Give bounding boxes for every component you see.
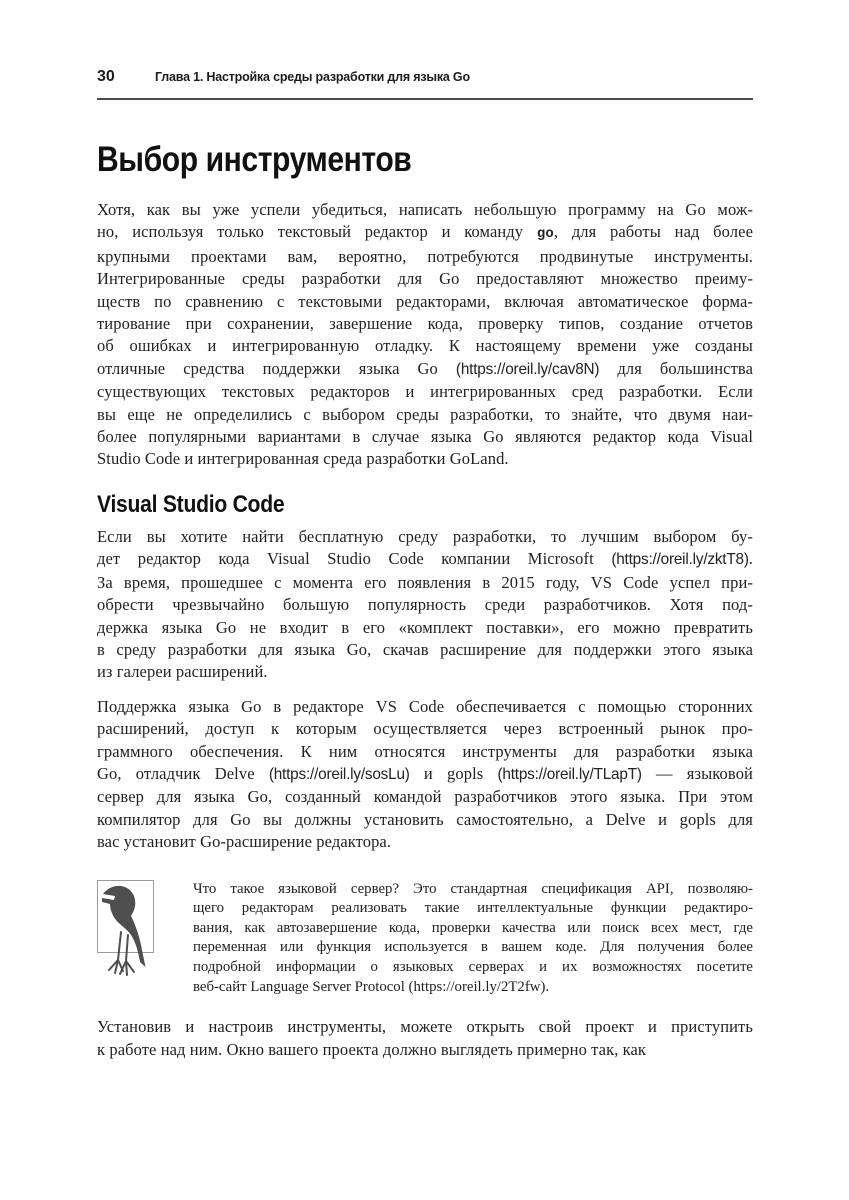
text-line: переменная или функция используется в вашем коде. Для получения более: [193, 939, 753, 956]
vscode-paragraph-1: [97, 526, 753, 684]
text-line: Если вы хотите найти бесплатную среду разработки, то лучшим выбором бу-: [97, 526, 753, 546]
text-line: отличные средства поддержки языка Go (https://oreil.ly/cav8N) для большинства: [97, 358, 753, 378]
text-line: компилятор для Go вы должны установить самостоятельно, а Delve и gopls для: [97, 809, 753, 829]
running-header: [97, 68, 753, 88]
inline-code: go: [536, 226, 554, 243]
text-line: щего редакторам реализовать такие интеллектуальные функции редактиро-: [193, 900, 753, 917]
text-line: существующих текстовых редакторов и интегрированных сред разработки. Если: [97, 382, 753, 402]
text-line: к работе над ним. Окно вашего проекта должно выглядеть примерно так, как: [97, 1039, 647, 1059]
text-line: Что такое языковой сервер? Это стандартная спецификация API, позволяю-: [193, 880, 753, 897]
text-line: держка языка Go не входит в его «комплект поставки», его можно превратить: [97, 617, 753, 637]
page-title: [97, 141, 753, 178]
inline-url: (https://oreil.ly/sosLu): [268, 765, 410, 783]
text-line: но, используя только текстовый редактор и команду go, для работы над более: [97, 222, 753, 243]
closing-paragraph: [97, 1016, 753, 1061]
text-line: граммного обеспечения. К ним относятся инструменты для разработки языка: [97, 741, 753, 761]
note-text: [193, 880, 753, 998]
text-line: более популярными вариантами в случае языка Go являются редактор кода Visual: [97, 427, 753, 447]
text-line: веб-сайт Language Server Protocol (https://oreil.ly/2T2fw).: [193, 978, 550, 995]
crow-icon: [97, 880, 154, 953]
text-line: расширений, доступ к которым осуществляется через встроенный рынок про-: [97, 719, 753, 739]
text-line: Go, отладчик Delve (https://oreil.ly/sosLu) и gopls (https://oreil.ly/TLapT) — языковой: [97, 763, 753, 783]
inline-url: (https://oreil.ly/zktT8): [611, 551, 749, 569]
text-line: Интегрированные среды разработки для Go предоставляют множество преиму-: [97, 269, 753, 289]
section-title-text: Visual Studio Code: [97, 490, 285, 518]
text-line: тирование при сохранении, завершение кода, проверку типов, создание отчетов: [97, 314, 753, 334]
text-line: Хотя, как вы уже успели убедиться, написать небольшую программу на Go мож-: [97, 200, 753, 219]
text-line: крупными проектами вам, вероятно, потребуются продвинутые инструменты.: [97, 246, 753, 266]
section-title: [97, 492, 753, 518]
text-line: ществ по сравнению с текстовыми редакторами, включая автоматическое форма-: [97, 291, 753, 311]
text-line: сервер для языка Go, созданный командой разработчиков этого языка. При этом: [97, 787, 753, 807]
page-number: 30: [97, 68, 115, 85]
text-line: За время, прошедшее с момента его появления в 2015 году, VS Code успел при-: [97, 572, 753, 592]
text-line: Поддержка языка Go в редакторе VS Code обеспечивается с помощью сторонних: [97, 696, 753, 716]
vscode-paragraph-2: [97, 696, 753, 854]
text-line: об ошибках и интегрированную отладку. К настоящему времени уже созданы: [97, 336, 753, 356]
header-rule: [97, 98, 753, 100]
intro-paragraph: [97, 199, 753, 471]
text-line: дет редактор кода Visual Studio Code компании Microsoft (https://oreil.ly/zktT8).: [97, 549, 753, 569]
text-line: в среду разработки для языка Go, скачав расширение для поддержки этого языка: [97, 639, 753, 659]
inline-url: (https://oreil.ly/cav8N): [455, 360, 600, 378]
text-line: подробной информации о языковых серверах и их возможностях посетите: [193, 958, 753, 975]
running-header-title: Глава 1. Настройка среды разработки для языка Go: [155, 70, 470, 84]
text-line: Установив и настроив инструменты, можете открыть свой проект и приступить: [97, 1017, 753, 1037]
text-line: обрести чрезвычайно большую популярность среди разработчиков. Хотя под-: [97, 595, 753, 615]
text-line: вы еще не определились с выбором среды разработки, то знайте, что двумя наи-: [97, 404, 753, 424]
text-line: из галереи расширений.: [97, 662, 268, 682]
text-line: Studio Code и интегрированная среда разработки GoLand.: [97, 449, 509, 469]
page-title-text: Выбор инструментов: [97, 140, 412, 179]
note-block: [97, 880, 753, 998]
inline-url: (https://oreil.ly/TLapT): [497, 765, 642, 783]
text-line: вания, как автозавершение кода, проверки качества или поиск всех мест, где: [193, 919, 753, 936]
crow-icon-graphic: [98, 882, 153, 982]
text-line: вас установит Go-расширение редактора.: [97, 832, 392, 852]
